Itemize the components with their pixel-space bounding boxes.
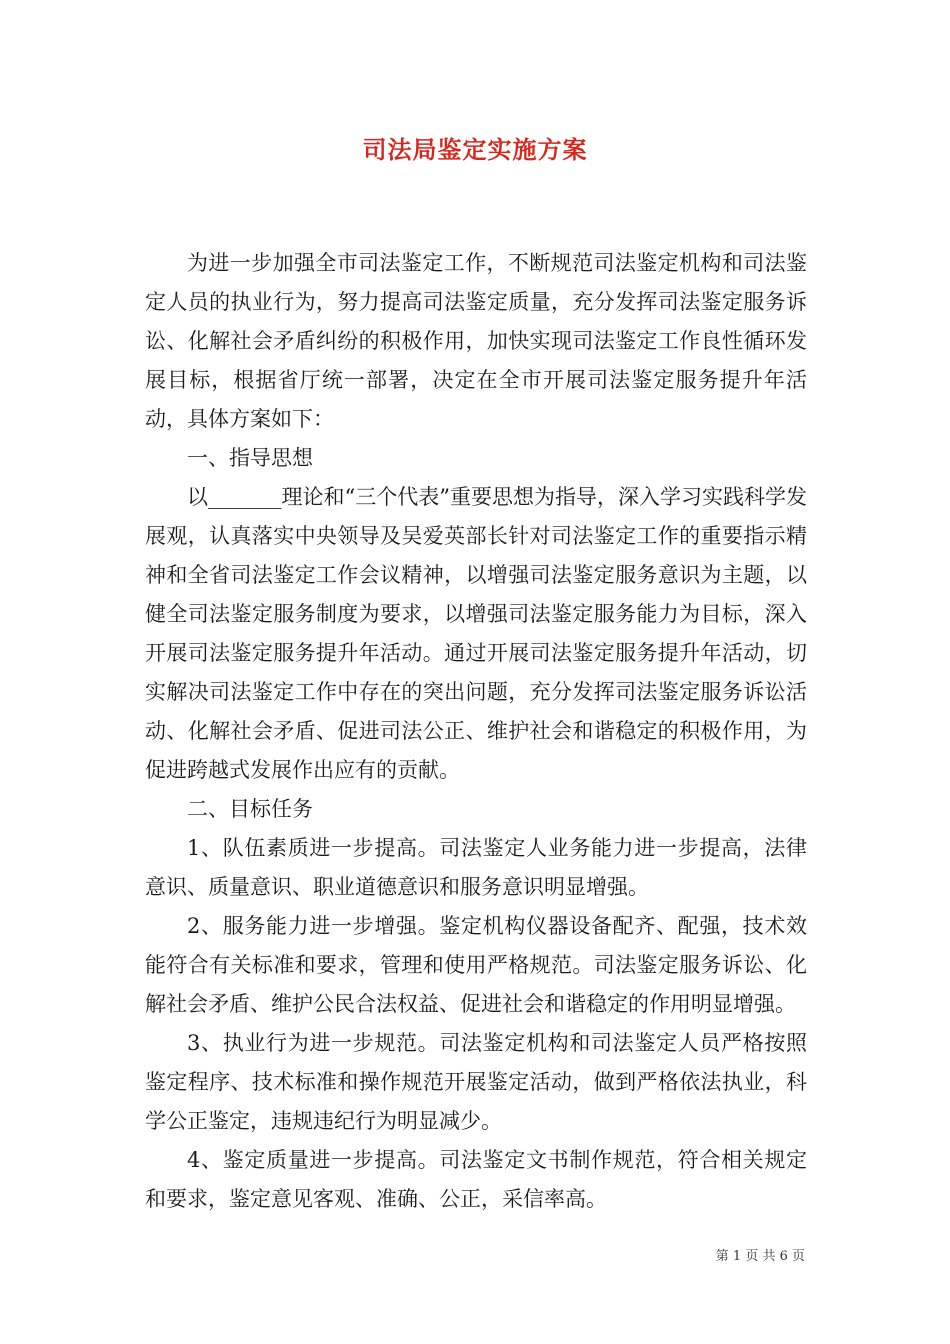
section-heading-goals: 二、目标任务 <box>187 797 313 821</box>
paragraph-guiding-thought: 以_______理论和“三个代表”重要思想为指导，深入学习实践科学发展观，认真落实中央领导及吴爱英部长针对司法鉴定工作的重要指示精神和全省司法鉴定工作会议精神，以增强司法鉴定服务意识为主题，以健全司法鉴定服务制度为要求，以增强司法鉴定服务能力为目标，深入开展司法鉴定服务提升年活动。通过开展司法鉴定服务提升年活动，切实解决司法鉴定工作中存在的突出问题，充分发挥司法鉴定服务诉讼活动、化解社会矛盾、促进司法公正、维护社会和谐稳定的积极作用，为促进跨越式发展作出应有的贡献。 <box>145 485 807 782</box>
paragraph-goal-3: 3、执业行为进一步规范。司法鉴定机构和司法鉴定人员严格按照鉴定程序、技术标准和操作规范开展鉴定活动，做到严格依法执业，科学公正鉴定，违规违纪行为明显减少。 <box>145 1031 807 1133</box>
paragraph-goal-2: 2、服务能力进一步增强。鉴定机构仪器设备配齐、配强，技术效能符合有关标准和要求，管理和使用严格规范。司法鉴定服务诉讼、化解社会矛盾、维护公民合法权益、促进社会和谐稳定的作用明显增强。 <box>145 914 807 1016</box>
paragraph-goal-4: 4、鉴定质量进一步提高。司法鉴定文书制作规范，符合相关规定和要求，鉴定意见客观、准确、公正，采信率高。 <box>145 1148 807 1211</box>
section-heading-guiding-thought: 一、指导思想 <box>187 446 313 470</box>
document-title: 司法局鉴定实施方案 <box>362 135 588 164</box>
document-body <box>145 244 807 1219</box>
paragraph-goal-1: 1、队伍素质进一步提高。司法鉴定人业务能力进一步提高，法律意识、质量意识、职业道德意识和服务意识明显增强。 <box>145 836 807 899</box>
page-number: 第 1 页 共 6 页 <box>715 1249 805 1264</box>
paragraph-intro: 为进一步加强全市司法鉴定工作，不断规范司法鉴定机构和司法鉴定人员的执业行为，努力提高司法鉴定质量，充分发挥司法鉴定服务诉讼、化解社会矛盾纠纷的积极作用，加快实现司法鉴定工作良性循环发展目标，根据省厅统一部署，决定在全市开展司法鉴定服务提升年活动，具体方案如下： <box>145 251 807 431</box>
